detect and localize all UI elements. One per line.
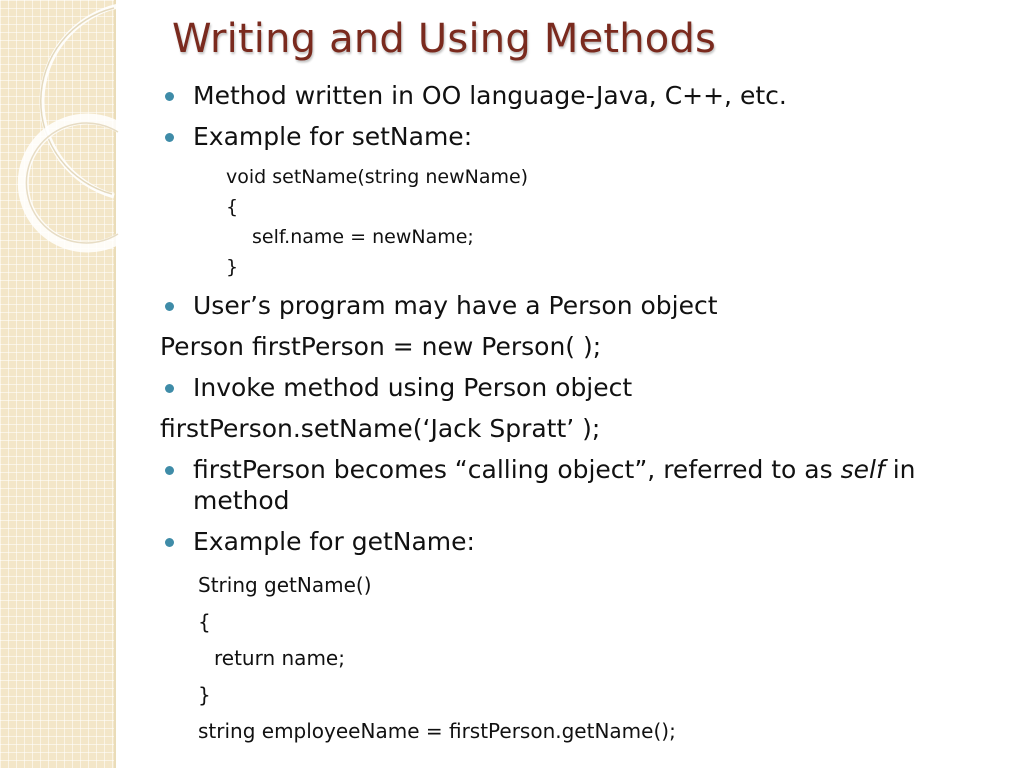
code-line: return name; <box>214 646 345 670</box>
bullet-dot <box>165 466 174 475</box>
code-line: void setName(string newName) <box>226 166 529 188</box>
bullet-text: Example for getName: <box>193 527 475 556</box>
code-line: } <box>198 682 211 707</box>
code-statement: Person firstPerson = new Person( ); <box>160 332 602 361</box>
bullet-item <box>160 80 990 111</box>
bullet-item <box>160 290 990 321</box>
code-block-getname <box>198 567 990 750</box>
bullet-text: Example for setName: <box>193 122 473 151</box>
bullet-text: Invoke method using Person object <box>193 373 633 402</box>
code-line: self.name = newName; <box>252 226 474 248</box>
code-line: } <box>226 256 239 278</box>
slide-title: Writing and Using Methods <box>172 16 717 62</box>
code-line: { <box>198 609 211 634</box>
code-statement: firstPerson.setName(‘Jack Spratt’ ); <box>160 414 601 443</box>
bullet-item <box>160 121 990 152</box>
bullet-dot <box>165 302 174 311</box>
code-line: string employeeName = firstPerson.getName(); <box>198 719 676 743</box>
bullet-dot <box>165 538 174 547</box>
bullet-text: Method written in OO language-Java, C++, etc. <box>193 81 787 110</box>
bullet-item <box>160 526 990 557</box>
bullet-text-italic: self <box>840 455 885 484</box>
bullet-text-after: in method <box>193 455 916 515</box>
bullet-text: User’s program may have a Person object <box>193 291 718 320</box>
code-line: { <box>226 196 239 218</box>
code-block-setname <box>226 162 990 282</box>
slide-content <box>160 80 990 750</box>
bullet-text-before: firstPerson becomes “calling object”, referred to as <box>193 455 841 484</box>
bullet-dot <box>165 133 174 142</box>
bullet-item <box>160 454 990 516</box>
bullet-dot <box>165 92 174 101</box>
bullet-item <box>160 372 990 403</box>
bullet-dot <box>165 384 174 393</box>
code-line: String getName() <box>198 573 372 597</box>
